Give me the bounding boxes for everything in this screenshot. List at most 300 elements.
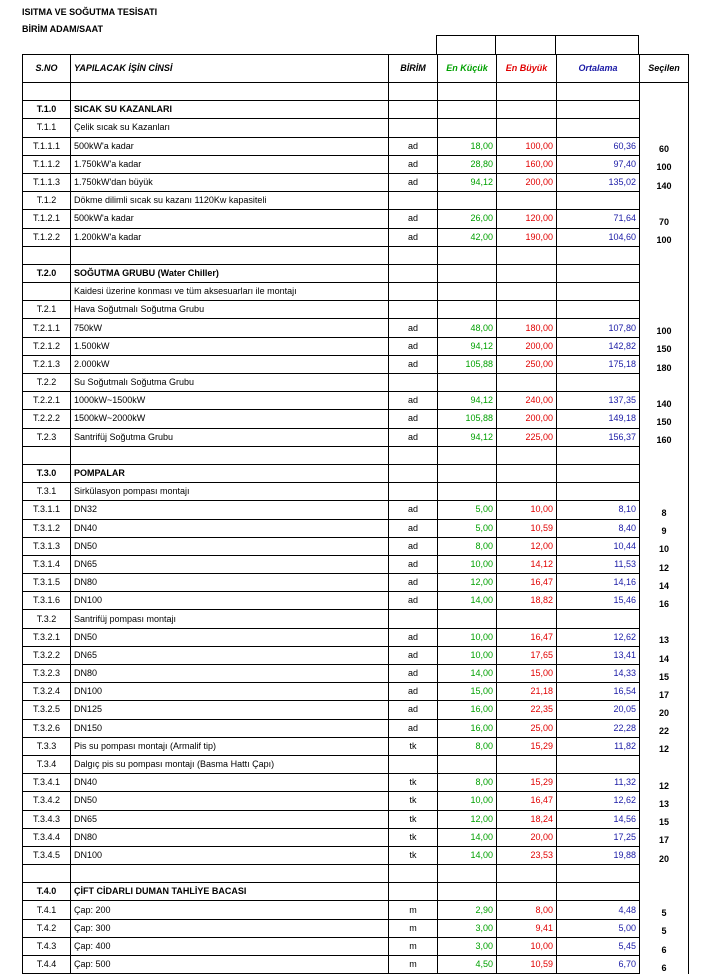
- cell-selected: [640, 192, 689, 210]
- cell-selected: [640, 483, 689, 501]
- cell-min: 94,12: [438, 392, 497, 410]
- cell-avg: 137,35: [557, 392, 640, 410]
- cell-unit: [389, 865, 438, 883]
- cell-selected: 140: [640, 392, 689, 410]
- spacer-row: [23, 865, 689, 883]
- cell-unit: ad: [389, 228, 438, 246]
- cell-max: 10,59: [497, 956, 557, 974]
- cell-description: DN50: [71, 537, 389, 555]
- cell-min: 14,00: [438, 592, 497, 610]
- spacer-row: [23, 246, 689, 264]
- cell-sno: [23, 283, 71, 301]
- cell-min: [438, 283, 497, 301]
- cell-min: 5,00: [438, 501, 497, 519]
- cell-avg: 15,46: [557, 592, 640, 610]
- cell-unit: ad: [389, 155, 438, 173]
- cell-sno: [23, 446, 71, 464]
- cell-avg: [557, 483, 640, 501]
- cell-description: DN65: [71, 646, 389, 664]
- cell-description: ÇİFT CİDARLI DUMAN TAHLİYE BACASI: [71, 883, 389, 901]
- cell-max: 225,00: [497, 428, 557, 446]
- cell-unit: [389, 83, 438, 101]
- cell-sno: T.3.1.3: [23, 537, 71, 555]
- table-row: [23, 937, 689, 955]
- cell-description: Kaidesi üzerine konması ve tüm aksesuarları ile montajı: [71, 283, 389, 301]
- cell-description: DN40: [71, 774, 389, 792]
- cell-description: Hava Soğutmalı Soğutma Grubu: [71, 301, 389, 319]
- cell-min: [438, 865, 497, 883]
- cell-max: [497, 246, 557, 264]
- header-description: YAPILACAK İŞİN CİNSİ: [71, 55, 389, 83]
- cell-sno: T.3.4.1: [23, 774, 71, 792]
- cell-unit: [389, 610, 438, 628]
- cell-avg: 71,64: [557, 210, 640, 228]
- cell-description: DN65: [71, 555, 389, 573]
- cell-unit: [389, 283, 438, 301]
- cell-description: 1.200kW'a kadar: [71, 228, 389, 246]
- cell-unit: tk: [389, 810, 438, 828]
- cell-unit: m: [389, 919, 438, 937]
- cell-max: [497, 483, 557, 501]
- table-row: [23, 646, 689, 664]
- cell-sno: T.3.1.1: [23, 501, 71, 519]
- cell-min: 14,00: [438, 846, 497, 864]
- cell-unit: [389, 464, 438, 482]
- table-row: [23, 355, 689, 373]
- cell-selected: 14: [640, 574, 689, 592]
- cell-description: SICAK SU KAZANLARI: [71, 101, 389, 119]
- document-subtitle: BİRİM ADAM/SAAT: [22, 24, 103, 34]
- cell-max: 190,00: [497, 228, 557, 246]
- cell-avg: 104,60: [557, 228, 640, 246]
- cell-max: 200,00: [497, 337, 557, 355]
- table-row: [23, 592, 689, 610]
- cell-unit: ad: [389, 555, 438, 573]
- cell-max: 12,00: [497, 537, 557, 555]
- table-row: [23, 683, 689, 701]
- cell-selected: 20: [640, 846, 689, 864]
- section-row: [23, 101, 689, 119]
- cell-min: [438, 755, 497, 773]
- cell-avg: [557, 301, 640, 319]
- table-row: [23, 537, 689, 555]
- cell-selected: 100: [640, 155, 689, 173]
- table-row: [23, 610, 689, 628]
- cell-avg: 10,44: [557, 537, 640, 555]
- cell-avg: 12,62: [557, 628, 640, 646]
- table-row: [23, 192, 689, 210]
- header-box-avg: [555, 35, 639, 54]
- cell-unit: ad: [389, 392, 438, 410]
- cell-min: 10,00: [438, 646, 497, 664]
- cell-description: Pis su pompası montajı (Armalif tip): [71, 737, 389, 755]
- cell-avg: 13,41: [557, 646, 640, 664]
- cell-max: 240,00: [497, 392, 557, 410]
- cell-unit: tk: [389, 846, 438, 864]
- cell-sno: T.4.2: [23, 919, 71, 937]
- cell-min: 3,00: [438, 919, 497, 937]
- cell-max: 14,12: [497, 555, 557, 573]
- cell-unit: ad: [389, 410, 438, 428]
- cell-min: 12,00: [438, 574, 497, 592]
- cell-selected: 70: [640, 210, 689, 228]
- cell-unit: tk: [389, 737, 438, 755]
- cell-max: 16,47: [497, 792, 557, 810]
- cell-description: Çap: 200: [71, 901, 389, 919]
- cell-sno: T.1.1.2: [23, 155, 71, 173]
- cell-description: Dökme dilimli sıcak su kazanı 1120Kw kapasiteli: [71, 192, 389, 210]
- cell-avg: 175,18: [557, 355, 640, 373]
- table-row: [23, 828, 689, 846]
- cell-description: DN100: [71, 592, 389, 610]
- cell-max: 9,41: [497, 919, 557, 937]
- cell-min: [438, 246, 497, 264]
- section-row: [23, 883, 689, 901]
- cell-description: Çelik sıcak su Kazanları: [71, 119, 389, 137]
- cell-sno: T.1.2: [23, 192, 71, 210]
- cell-selected: 8: [640, 501, 689, 519]
- cell-max: 160,00: [497, 155, 557, 173]
- cell-selected: 100: [640, 319, 689, 337]
- cell-min: 94,12: [438, 173, 497, 191]
- cell-selected: 20: [640, 701, 689, 719]
- cell-sno: T.2.2.1: [23, 392, 71, 410]
- cell-sno: T.3.1.2: [23, 519, 71, 537]
- cell-unit: ad: [389, 683, 438, 701]
- table-row: [23, 628, 689, 646]
- cell-description: DN100: [71, 846, 389, 864]
- cell-unit: m: [389, 956, 438, 974]
- cell-sno: T.2.3: [23, 428, 71, 446]
- cell-sno: [23, 83, 71, 101]
- table-row: [23, 301, 689, 319]
- table-row: [23, 901, 689, 919]
- cell-min: 14,00: [438, 828, 497, 846]
- cell-unit: ad: [389, 319, 438, 337]
- spacer-row: [23, 83, 689, 101]
- cell-max: 250,00: [497, 355, 557, 373]
- cell-unit: [389, 101, 438, 119]
- cell-sno: T.2.1.1: [23, 319, 71, 337]
- section-row: [23, 464, 689, 482]
- cell-max: [497, 610, 557, 628]
- cell-unit: [389, 374, 438, 392]
- cell-description: 1.750kW'a kadar: [71, 155, 389, 173]
- cell-max: 16,47: [497, 574, 557, 592]
- cell-description: Dalgıç pis su pompası montajı (Basma Hattı Çapı): [71, 755, 389, 773]
- table-row: [23, 319, 689, 337]
- cell-min: 4,50: [438, 956, 497, 974]
- cell-unit: m: [389, 901, 438, 919]
- cell-selected: 140: [640, 173, 689, 191]
- cell-unit: ad: [389, 501, 438, 519]
- cell-min: 16,00: [438, 719, 497, 737]
- cell-max: 20,00: [497, 828, 557, 846]
- cell-unit: tk: [389, 828, 438, 846]
- cell-description: Çap: 500: [71, 956, 389, 974]
- cell-max: [497, 446, 557, 464]
- cell-avg: 5,45: [557, 937, 640, 955]
- cell-description: DN80: [71, 574, 389, 592]
- cell-max: 15,29: [497, 737, 557, 755]
- cell-description: SOĞUTMA GRUBU (Water Chiller): [71, 264, 389, 282]
- cell-min: 18,00: [438, 137, 497, 155]
- cell-avg: 142,82: [557, 337, 640, 355]
- cell-unit: ad: [389, 646, 438, 664]
- document-title: ISITMA VE SOĞUTMA TESİSATI: [22, 7, 158, 17]
- cell-description: Çap: 300: [71, 919, 389, 937]
- labor-hours-table: [22, 54, 689, 974]
- cell-sno: T.2.2: [23, 374, 71, 392]
- cell-max: 15,29: [497, 774, 557, 792]
- cell-min: [438, 883, 497, 901]
- cell-description: POMPALAR: [71, 464, 389, 482]
- cell-sno: T.3.2.2: [23, 646, 71, 664]
- cell-selected: 14: [640, 646, 689, 664]
- cell-sno: T.3.1: [23, 483, 71, 501]
- cell-selected: [640, 865, 689, 883]
- cell-sno: T.3.2.6: [23, 719, 71, 737]
- cell-avg: 22,28: [557, 719, 640, 737]
- table-row: [23, 574, 689, 592]
- cell-selected: 180: [640, 355, 689, 373]
- table-row: [23, 701, 689, 719]
- table-row: [23, 755, 689, 773]
- cell-min: 94,12: [438, 337, 497, 355]
- cell-min: [438, 610, 497, 628]
- cell-unit: ad: [389, 355, 438, 373]
- cell-sno: T.3.4.3: [23, 810, 71, 828]
- cell-max: 180,00: [497, 319, 557, 337]
- cell-min: [438, 301, 497, 319]
- cell-max: [497, 192, 557, 210]
- cell-description: DN65: [71, 810, 389, 828]
- cell-description: Su Soğutmalı Soğutma Grubu: [71, 374, 389, 392]
- table-row: [23, 846, 689, 864]
- cell-unit: ad: [389, 592, 438, 610]
- cell-description: Sirkülasyon pompası montajı: [71, 483, 389, 501]
- cell-min: 5,00: [438, 519, 497, 537]
- cell-max: 15,00: [497, 665, 557, 683]
- cell-min: 94,12: [438, 428, 497, 446]
- cell-selected: 60: [640, 137, 689, 155]
- spacer-row: [23, 446, 689, 464]
- cell-description: Çap: 400: [71, 937, 389, 955]
- cell-description: DN80: [71, 828, 389, 846]
- cell-avg: [557, 119, 640, 137]
- cell-sno: T.2.1: [23, 301, 71, 319]
- cell-unit: ad: [389, 137, 438, 155]
- cell-sno: T.4.4: [23, 956, 71, 974]
- cell-avg: [557, 374, 640, 392]
- table-row: [23, 919, 689, 937]
- cell-sno: T.3.2.1: [23, 628, 71, 646]
- cell-min: [438, 83, 497, 101]
- header-box-max: [495, 35, 556, 54]
- cell-avg: 16,54: [557, 683, 640, 701]
- cell-min: 10,00: [438, 555, 497, 573]
- cell-selected: 100: [640, 228, 689, 246]
- table-row: [23, 337, 689, 355]
- cell-min: [438, 464, 497, 482]
- cell-selected: 160: [640, 428, 689, 446]
- cell-min: 16,00: [438, 701, 497, 719]
- cell-avg: [557, 101, 640, 119]
- cell-sno: T.3.3: [23, 737, 71, 755]
- cell-sno: T.3.2.5: [23, 701, 71, 719]
- cell-min: 105,88: [438, 410, 497, 428]
- cell-avg: 149,18: [557, 410, 640, 428]
- cell-sno: T.2.2.2: [23, 410, 71, 428]
- cell-unit: ad: [389, 173, 438, 191]
- section-row: [23, 264, 689, 282]
- cell-selected: [640, 101, 689, 119]
- cell-max: [497, 301, 557, 319]
- cell-selected: 150: [640, 337, 689, 355]
- header-avg: Ortalama: [557, 55, 640, 83]
- table-row: [23, 810, 689, 828]
- cell-min: 8,00: [438, 774, 497, 792]
- cell-max: [497, 883, 557, 901]
- cell-unit: ad: [389, 337, 438, 355]
- cell-avg: 107,80: [557, 319, 640, 337]
- cell-selected: [640, 264, 689, 282]
- cell-min: 12,00: [438, 810, 497, 828]
- table-row: [23, 119, 689, 137]
- table-row: [23, 483, 689, 501]
- cell-min: [438, 101, 497, 119]
- cell-min: 26,00: [438, 210, 497, 228]
- cell-avg: 11,32: [557, 774, 640, 792]
- cell-description: DN125: [71, 701, 389, 719]
- cell-max: 25,00: [497, 719, 557, 737]
- cell-selected: [640, 83, 689, 101]
- cell-min: 105,88: [438, 355, 497, 373]
- cell-selected: 9: [640, 519, 689, 537]
- table-row: [23, 501, 689, 519]
- cell-unit: [389, 301, 438, 319]
- cell-sno: T.2.0: [23, 264, 71, 282]
- cell-description: DN100: [71, 683, 389, 701]
- cell-unit: [389, 192, 438, 210]
- cell-min: 10,00: [438, 628, 497, 646]
- table-row: [23, 737, 689, 755]
- cell-description: DN32: [71, 501, 389, 519]
- cell-avg: [557, 610, 640, 628]
- cell-unit: m: [389, 937, 438, 955]
- cell-sno: T.3.1.4: [23, 555, 71, 573]
- cell-max: [497, 464, 557, 482]
- cell-max: [497, 119, 557, 137]
- cell-max: 10,00: [497, 501, 557, 519]
- cell-description: 2.000kW: [71, 355, 389, 373]
- cell-selected: 13: [640, 628, 689, 646]
- cell-max: 17,65: [497, 646, 557, 664]
- cell-sno: T.1.1.3: [23, 173, 71, 191]
- cell-selected: 17: [640, 828, 689, 846]
- cell-unit: ad: [389, 574, 438, 592]
- cell-selected: [640, 246, 689, 264]
- cell-description: 1500kW~2000kW: [71, 410, 389, 428]
- cell-avg: [557, 883, 640, 901]
- cell-unit: ad: [389, 701, 438, 719]
- cell-max: [497, 865, 557, 883]
- cell-description: 750kW: [71, 319, 389, 337]
- table-row: [23, 665, 689, 683]
- cell-selected: 13: [640, 792, 689, 810]
- cell-description: 500kW'a kadar: [71, 210, 389, 228]
- cell-max: 21,18: [497, 683, 557, 701]
- header-row: [23, 55, 689, 83]
- cell-selected: 5: [640, 901, 689, 919]
- cell-avg: 11,53: [557, 555, 640, 573]
- cell-avg: 60,36: [557, 137, 640, 155]
- cell-avg: [557, 246, 640, 264]
- cell-min: 3,00: [438, 937, 497, 955]
- cell-unit: ad: [389, 665, 438, 683]
- cell-max: 120,00: [497, 210, 557, 228]
- cell-description: DN40: [71, 519, 389, 537]
- cell-sno: T.2.1.3: [23, 355, 71, 373]
- cell-max: [497, 755, 557, 773]
- table-row: [23, 228, 689, 246]
- cell-description: 500kW'a kadar: [71, 137, 389, 155]
- cell-unit: ad: [389, 210, 438, 228]
- cell-min: [438, 264, 497, 282]
- table-row: [23, 519, 689, 537]
- cell-sno: T.3.2: [23, 610, 71, 628]
- cell-sno: T.4.1: [23, 901, 71, 919]
- cell-avg: 12,62: [557, 792, 640, 810]
- cell-avg: 97,40: [557, 155, 640, 173]
- cell-max: 100,00: [497, 137, 557, 155]
- cell-avg: 19,88: [557, 846, 640, 864]
- cell-avg: 8,40: [557, 519, 640, 537]
- cell-selected: [640, 374, 689, 392]
- cell-description: DN80: [71, 665, 389, 683]
- cell-selected: 150: [640, 410, 689, 428]
- cell-avg: [557, 83, 640, 101]
- cell-avg: [557, 865, 640, 883]
- cell-description: DN50: [71, 792, 389, 810]
- cell-max: 18,82: [497, 592, 557, 610]
- cell-min: 8,00: [438, 737, 497, 755]
- cell-selected: 15: [640, 665, 689, 683]
- cell-description: DN50: [71, 628, 389, 646]
- cell-sno: T.4.0: [23, 883, 71, 901]
- cell-avg: [557, 464, 640, 482]
- cell-min: [438, 446, 497, 464]
- table-row: [23, 555, 689, 573]
- cell-selected: 16: [640, 592, 689, 610]
- cell-min: 2,90: [438, 901, 497, 919]
- cell-selected: [640, 446, 689, 464]
- cell-selected: 6: [640, 956, 689, 974]
- table-row: [23, 173, 689, 191]
- cell-unit: [389, 246, 438, 264]
- cell-unit: ad: [389, 428, 438, 446]
- cell-max: 18,24: [497, 810, 557, 828]
- cell-selected: 12: [640, 774, 689, 792]
- cell-selected: [640, 283, 689, 301]
- cell-min: 42,00: [438, 228, 497, 246]
- cell-avg: 6,70: [557, 956, 640, 974]
- cell-unit: [389, 755, 438, 773]
- cell-sno: T.3.4.2: [23, 792, 71, 810]
- cell-sno: T.3.0: [23, 464, 71, 482]
- cell-selected: 10: [640, 537, 689, 555]
- cell-sno: T.3.4.4: [23, 828, 71, 846]
